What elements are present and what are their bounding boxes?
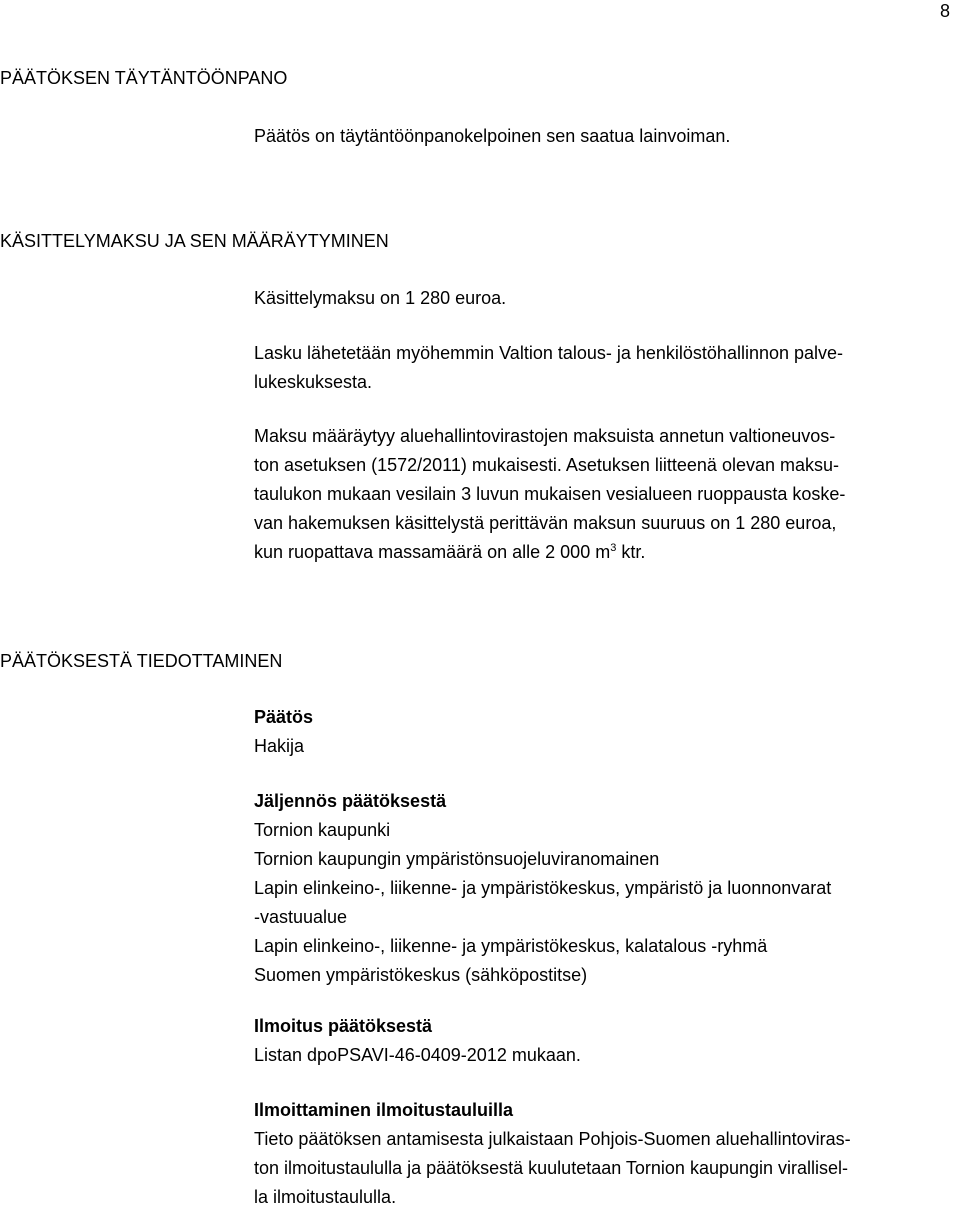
board-block bbox=[254, 1096, 954, 1212]
fee-body bbox=[254, 284, 954, 313]
heading-enforcement: PÄÄTÖKSEN TÄYTÄNTÖÖNPANO bbox=[0, 68, 288, 88]
copy-title: Jäljennös päätöksestä bbox=[254, 791, 447, 811]
fee-basis-block bbox=[254, 422, 954, 567]
copy-recipient: Lapin elinkeino-, liikenne- ja ympäristökeskus, kalatalous -ryhmä bbox=[254, 936, 768, 956]
page-number: 8 bbox=[939, 1, 950, 21]
enforcement-body bbox=[254, 122, 954, 151]
fee-basis-superscript: 3 bbox=[610, 542, 617, 554]
copy-recipient: Lapin elinkeino-, liikenne- ja ympäristökeskus, ympäristö ja luonnonvarat bbox=[254, 878, 832, 898]
fee-basis-text bbox=[254, 422, 954, 567]
fee-invoice-text: Lasku lähetetään myöhemmin Valtion talous- ja henkilöstöhallinnon palve- lukeskuksesta. bbox=[254, 343, 844, 392]
copy-recipient: Suomen ympäristökeskus (sähköpostitse) bbox=[254, 965, 588, 985]
fee-basis-end: ktr. bbox=[616, 542, 646, 562]
fee-amount-text: Käsittelymaksu on 1 280 euroa. bbox=[254, 288, 507, 308]
notice-block bbox=[254, 1012, 954, 1070]
decision-block bbox=[254, 703, 954, 761]
heading-notification: PÄÄTÖKSESTÄ TIEDOTTAMINEN bbox=[0, 651, 283, 671]
copy-block bbox=[254, 787, 954, 990]
copy-recipient: Tornion kaupunki bbox=[254, 820, 391, 840]
copy-recipient: -vastuualue bbox=[254, 907, 348, 927]
decision-recipient: Hakija bbox=[254, 736, 305, 756]
heading-fee: KÄSITTELYMAKSU JA SEN MÄÄRÄYTYMINEN bbox=[0, 231, 389, 251]
enforcement-text: Päätös on täytäntöönpanokelpoinen sen saatua lainvoiman. bbox=[254, 126, 731, 146]
fee-basis-main: Maksu määräytyy aluehallintovirastojen maksuista annetun valtioneuvos- ton asetuksen (1572/2011) mukaisesti. Asetuksen liitteenä olevan maksu- taulukon mukaan vesilain 3 luvun mukaisen vesialueen ruoppausta koske- van hakemuksen käsittelystä perittävän maksun suuruus on 1 280 euroa, kun ruopattava massamäärä on alle 2 000 m bbox=[254, 426, 846, 562]
copy-recipient: Tornion kaupungin ympäristönsuojeluviranomainen bbox=[254, 849, 660, 869]
fee-invoice-block bbox=[254, 339, 954, 397]
decision-title: Päätös bbox=[254, 707, 314, 727]
board-text: Tieto päätöksen antamisesta julkaistaan Pohjois-Suomen aluehallintoviras- ton ilmoitustaululla ja päätöksestä kuulutetaan Tornion kaupungin virallisel- la ilmoitustaululla. bbox=[254, 1129, 851, 1207]
board-title: Ilmoittaminen ilmoitustauluilla bbox=[254, 1100, 514, 1120]
notice-text: Listan dpoPSAVI-46-0409-2012 mukaan. bbox=[254, 1045, 581, 1065]
notice-title: Ilmoitus päätöksestä bbox=[254, 1016, 433, 1036]
